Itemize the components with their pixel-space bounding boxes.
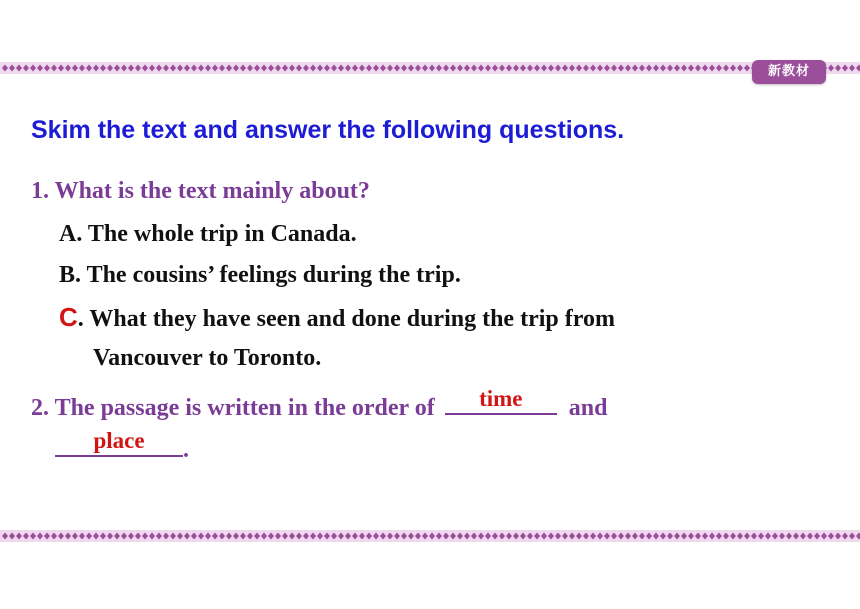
page-heading: Skim the text and answer the following questions. — [31, 116, 625, 144]
question-2-text: 2. The passage is written in the order of — [31, 395, 435, 421]
option-c-continued: Vancouver to Toronto. — [93, 345, 322, 371]
question-2 — [31, 386, 608, 423]
textbook-badge: 新教材 — [752, 60, 826, 84]
answer-blank-1 — [445, 386, 557, 415]
question-1: 1. What is the text mainly about? — [31, 178, 370, 204]
option-a: A. The whole trip in Canada. — [59, 221, 357, 247]
question-2-and: and — [568, 395, 608, 421]
question-2-period: . — [183, 437, 189, 463]
top-decorative-border — [0, 62, 860, 74]
answer-time: time — [479, 386, 523, 411]
option-b: B. The cousins’ feelings during the trip. — [59, 262, 461, 288]
bottom-decorative-border — [0, 530, 860, 542]
answer-blank-2 — [55, 428, 183, 457]
question-2-continued — [55, 428, 189, 465]
option-c-text: . What they have seen and done during the trip from — [77, 306, 615, 332]
answer-letter-c: C — [59, 302, 78, 332]
option-c — [59, 302, 615, 334]
answer-place: place — [93, 428, 145, 453]
